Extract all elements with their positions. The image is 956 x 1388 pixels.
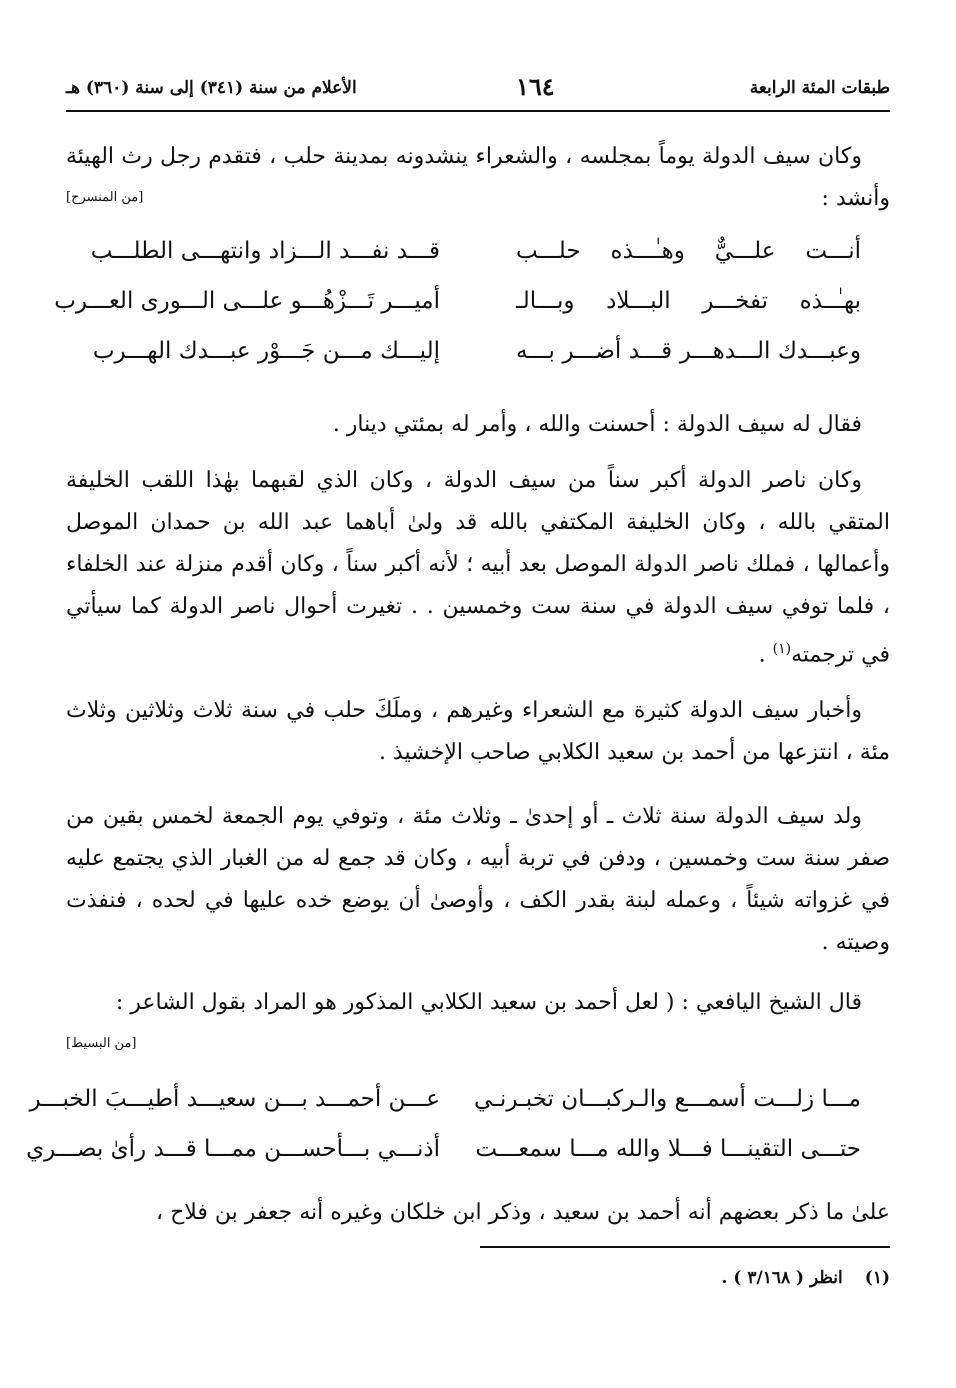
header-book-section: طبقات المئة الرابعة bbox=[749, 78, 890, 98]
poem1-verse-1 bbox=[90, 238, 861, 282]
verse-hemistich-right: أنـــت علـــيٌّ وهـٰـــذه حلـــب bbox=[516, 238, 861, 264]
paragraph-7: علىٰ ما ذكر بعضهم أنه أحمد بن سعيد ، وذكر ابن خلكان وغيره أنه جعفر بن فلاح ، bbox=[155, 1200, 890, 1225]
meter-label-basit: [من البسيط] bbox=[66, 1036, 137, 1051]
poem2-verse-2 bbox=[26, 1136, 861, 1180]
paragraph-5: ولد سيف الدولة سنة ثلاث ـ أو إحدىٰ ـ وثلاث مئة ، وتوفي يوم الجمعة لخمس بقين من صفر سنة ست وخمسين ، ودفن في تربة أبيه ، وكان قد جمع له من الغبار الذي يجتمع عليه في غزواته شيئاً ، وعمله لبنة بقدر الكف ، وأوصىٰ أن يوضع خده عليها في لحده ، فنفذت وصيته . bbox=[66, 804, 890, 955]
verse-hemistich-right: بهـٰــذه تفخـــر البـــلاد وبـــالـ bbox=[516, 288, 861, 314]
verse-hemistich-right: حتـــى التقينـــا فـــلا والله مـــا سمعـــت bbox=[475, 1136, 861, 1162]
footnote-text: انظر ( ٣/١٦٨ ) . bbox=[721, 1268, 843, 1288]
verse-hemistich-left: أميـــر تَـــزْهُـــو علـــى الـــورى العـــرب bbox=[54, 288, 440, 314]
paragraph-6: قال الشيخ اليافعي : ( لعل أحمد بن سعيد الكلابي المذكور هو المراد بقول الشاعر : bbox=[115, 990, 862, 1015]
verse-hemistich-right: وعبـــدك الـــدهـــر قـــد أضـــر بـــه bbox=[516, 338, 861, 364]
poem1-verse-2 bbox=[54, 288, 861, 332]
paragraph-3-end: . bbox=[758, 642, 773, 668]
verse-hemistich-right: مـــا زلـــت أسمـــع والـركبـــان تخبـرنـي bbox=[474, 1086, 861, 1112]
header-divider bbox=[66, 110, 890, 112]
paragraph-3 bbox=[66, 460, 890, 676]
verse-hemistich-left: قـــد نفـــد الـــزاد وانتهـــى الطلـــب bbox=[90, 238, 440, 264]
meter-label-munsarih: [من المنسرح] bbox=[66, 190, 144, 205]
footnote-divider bbox=[480, 1246, 890, 1248]
verse-hemistich-left: إليـــك مـــن جَـــوْر عبـــدك الهـــرب bbox=[92, 338, 440, 364]
poem2-verse-1 bbox=[29, 1086, 861, 1130]
paragraph-4: وأخبار سيف الدولة كثيرة مع الشعراء وغيرهم ، وملَكَ حلب في سنة ثلاث وثلاثين وثلاث مئة ، انتزعها من أحمد بن سعيد الكلابي صاحب الإخشيذ . bbox=[66, 698, 890, 765]
verse-hemistich-left: أذنـــي بـــأحســـن ممـــا قـــد رأىٰ بصـــري bbox=[26, 1136, 440, 1162]
running-header bbox=[66, 74, 890, 108]
poem1-verse-3 bbox=[92, 338, 861, 382]
footnote-reference: (١) bbox=[772, 641, 792, 657]
footnote-number: (١) bbox=[864, 1268, 890, 1288]
verse-hemistich-left: عـــن أحمـــد بـــن سعيـــد أطيـــبَ الخبـــر bbox=[29, 1086, 440, 1112]
paragraph-3-text: وكان ناصر الدولة أكبر سناً من سيف الدولة ، وكان الذي لقبهما بهٰذا اللقب الخليفة المتقي بالله ، وكان الخليفة المكتفي بالله قد ولىٰ أباهما عبد الله بن حمدان الموصل وأعمالها ، فملك ناصر الدولة الموصل بعد أبيه ؛ لأنه أكبر سناً ، وكان أقدم منزلة عند الخلفاء ، فلما توفي سيف الدولة في سنة ست وخمسين . . تغيرت أحوال ناصر الدولة كما سيأتي في ترجمته bbox=[66, 468, 891, 668]
paragraph-2: فقال له سيف الدولة : أحسنت والله ، وأمر له بمئتي دينار . bbox=[332, 412, 862, 437]
page-number: ١٦٤ bbox=[516, 72, 555, 101]
paragraph-1: وكان سيف الدولة يوماً بمجلسه ، والشعراء ينشدونه بمدينة حلب ، فتقدم رجل رث الهيئة وأنشد : bbox=[66, 144, 890, 211]
footnote bbox=[722, 1268, 890, 1288]
header-chapter-range: الأعلام من سنة (٣٤١) إلى سنة (٣٦٠) هـ bbox=[66, 78, 357, 98]
